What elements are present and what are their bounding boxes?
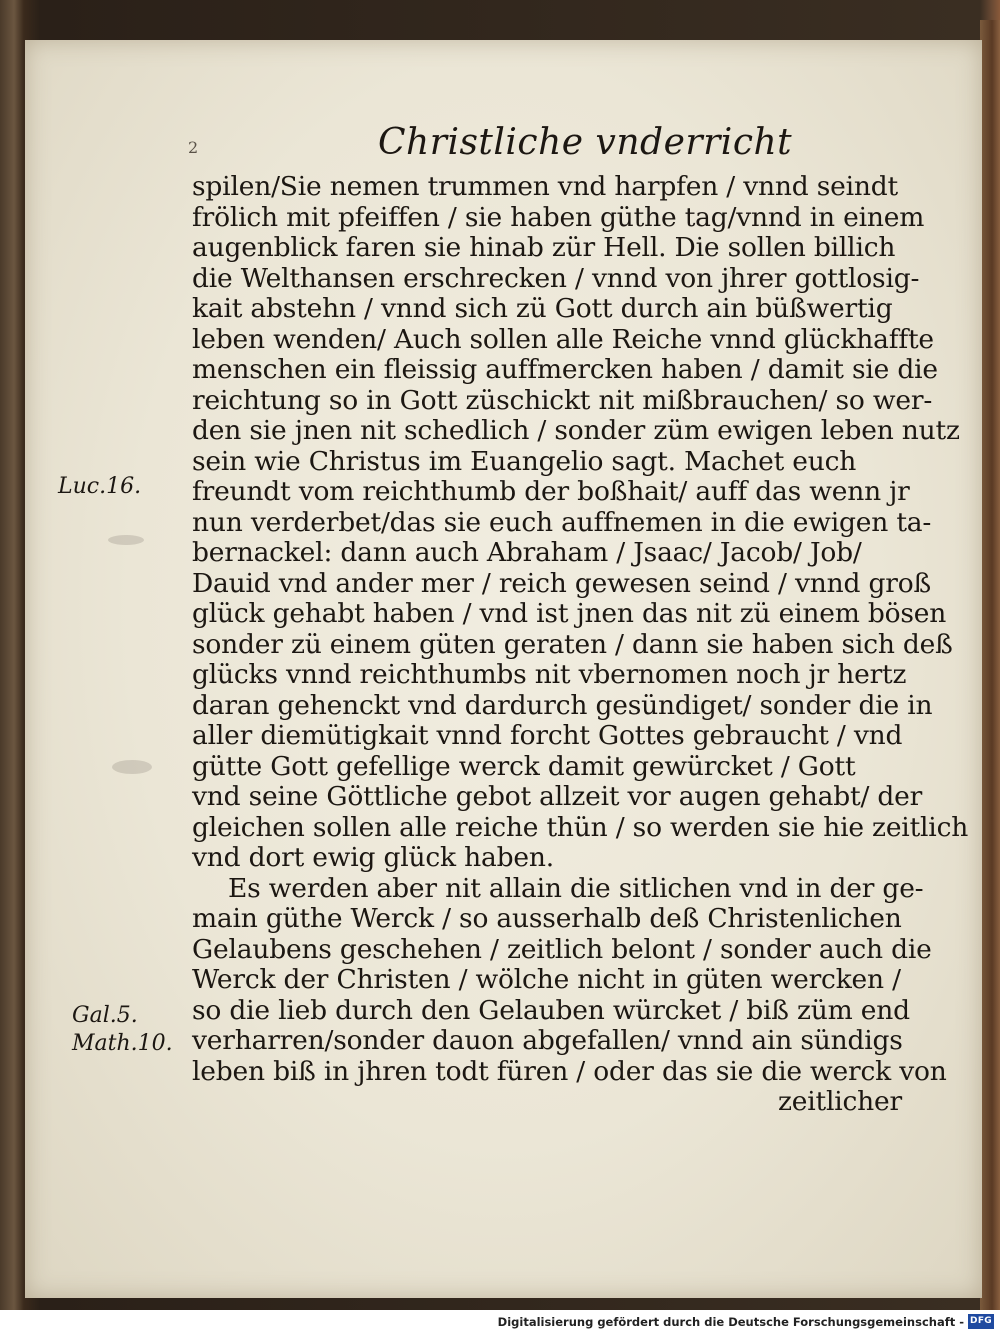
- text-line: freundt vom reichthumb der boßhait/ auff das wenn jr: [192, 476, 910, 507]
- ink-smudge: [112, 760, 152, 774]
- catchword: zeitlicher: [778, 1086, 902, 1117]
- text-line: leben biß in jhren todt füren / oder das sie die werck von: [192, 1055, 947, 1087]
- text-line: vnd seine Göttliche gebot allzeit vor augen gehabt/ der: [192, 781, 923, 812]
- page-mark: 2: [188, 138, 199, 157]
- marginal-note-luc: Luc.16.: [58, 474, 142, 499]
- text-line: aller diemütigkait vnnd forcht Gottes gebraucht / vnd: [192, 720, 903, 751]
- text-line: menschen ein fleissig auffmercken haben / damit sie die: [192, 354, 938, 385]
- text-line: sonder zü einem güten geraten / dann sie haben sich deß: [192, 628, 953, 660]
- text-line: sein wie Christus im Euangelio sagt. Machet euch: [192, 445, 857, 477]
- text-line: Dauid vnd ander mer / reich gewesen seind / vnnd groß: [192, 567, 931, 599]
- text-line: so die lieb durch den Gelauben würcket / biß züm end: [192, 994, 910, 1026]
- funding-credit: Digitalisierung gefördert durch die Deutsche Forschungsgemeinschaft -: [497, 1315, 964, 1329]
- text-line: daran gehenckt vnd dardurch gesündiget/ sonder die in: [192, 689, 933, 721]
- text-line: gütte Gott gefellige werck damit gewürcket / Gott: [192, 750, 856, 782]
- text-line: reichtung so in Gott züschickt nit mißbrauchen/ so wer-: [192, 384, 933, 416]
- text-line: frölich mit pfeiffen / sie haben güthe tag/vnnd in einem: [192, 201, 925, 233]
- book-edge: [980, 20, 1000, 1310]
- text-line: augenblick faren sie hinab zür Hell. Die sollen billich: [192, 232, 896, 263]
- text-line: Gelaubens geschehen / zeitlich belont / sonder auch die: [192, 933, 932, 965]
- text-line: kait abstehn / vnnd sich zü Gott durch ain büßwertig: [192, 293, 893, 324]
- text-line: bernackel: dann auch Abraham / Jsaac/ Jacob/ Job/: [192, 537, 862, 568]
- text-line: Werck der Christen / wölche nicht in güten wercken /: [192, 964, 901, 995]
- text-line: vnd dort ewig glück haben.: [192, 842, 554, 873]
- marginal-note-gal: Gal.5.: [72, 1003, 138, 1028]
- text-line: nun verderbet/das sie euch auffnemen in die ewigen ta-: [192, 506, 932, 538]
- text-line: main güthe Werck / so ausserhalb deß Christenlichen: [192, 903, 902, 934]
- dfg-logo: DFG: [968, 1314, 994, 1329]
- digitization-footer: [0, 1310, 1000, 1334]
- text-line: gleichen sollen alle reiche thün / so werden sie hie zeitlich: [192, 811, 969, 843]
- ink-smudge: [108, 535, 144, 545]
- paragraph-start-line: Es werden aber nit allain die sitlichen vnd in der ge-: [228, 872, 924, 904]
- text-line: den sie jnen nit schedlich / sonder züm ewigen leben nutz: [192, 415, 960, 446]
- text-line: verharren/sonder dauon abgefallen/ vnnd ain sündigs: [192, 1025, 903, 1056]
- text-line: glück gehabt haben / vnd ist jnen das nit zü einem bösen: [192, 598, 947, 629]
- text-line: spilen/Sie nemen trummen vnd harpfen / vnnd seindt: [192, 171, 898, 202]
- marginal-note-math: Math.10.: [72, 1031, 173, 1056]
- text-line: leben wenden/ Auch sollen alle Reiche vnnd glückhaffte: [192, 323, 934, 355]
- running-head: Christliche vnderricht: [378, 122, 793, 163]
- text-line: glücks vnnd reichthumbs nit vbernomen noch jr hertz: [192, 659, 907, 690]
- text-line: die Welthansen erschrecken / vnnd von jhrer gottlosig-: [192, 262, 920, 294]
- body-text: [192, 171, 969, 1118]
